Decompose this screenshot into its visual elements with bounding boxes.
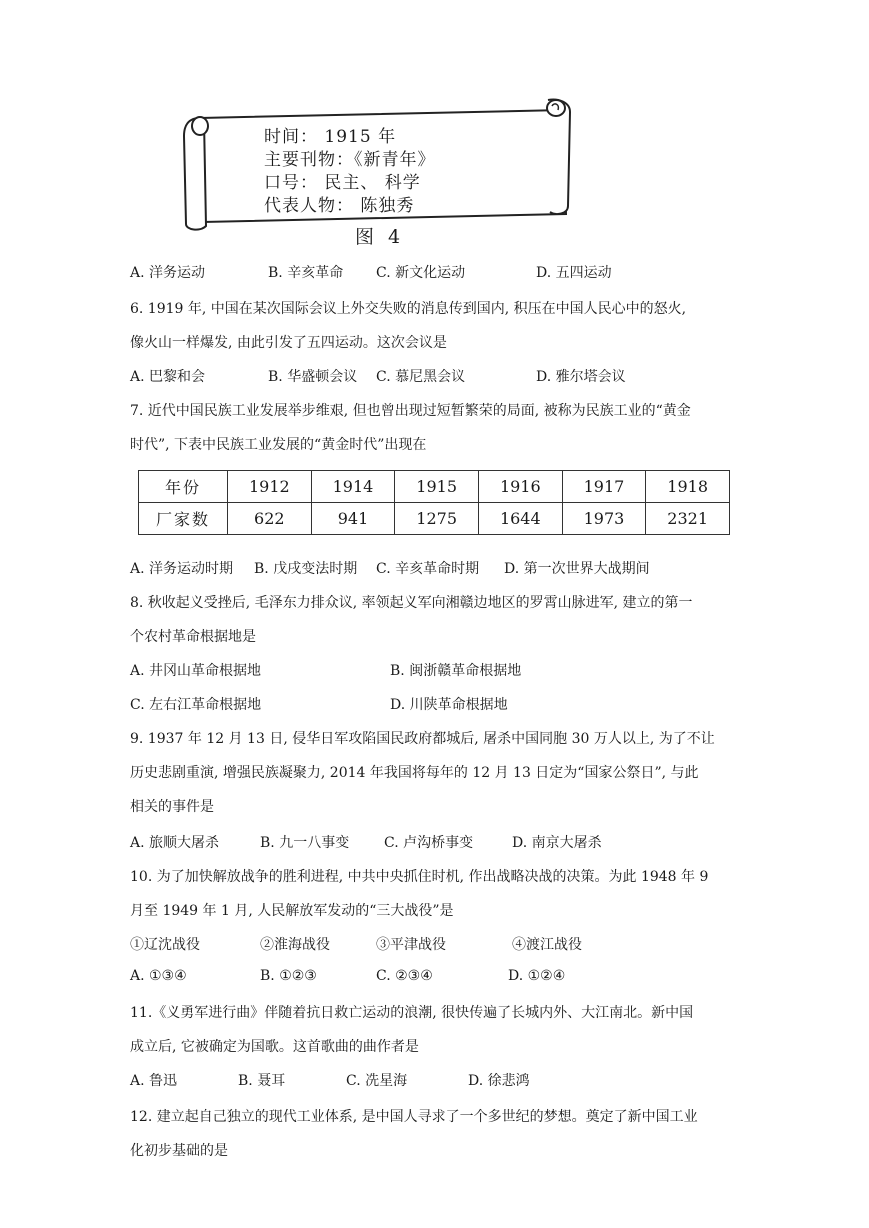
q11-option-b: B. 聂耳 xyxy=(238,1073,286,1089)
table-cell-year: 1918 xyxy=(646,471,730,503)
table-cell-count: 2321 xyxy=(646,503,730,535)
table-cell-count: 941 xyxy=(311,503,395,535)
q10-option-a: A. ①③④ xyxy=(130,968,187,984)
q12-stem-line: 12. 建立起自己独立的现代工业体系, 是中国人寻求了一个多世纪的梦想。奠定了新中国工业 xyxy=(130,1109,698,1125)
q8-option-c: C. 左右江革命根据地 xyxy=(130,697,262,713)
q9-option-d: D. 南京大屠杀 xyxy=(512,835,602,851)
q7-option-a: A. 洋务运动时期 xyxy=(130,561,234,577)
q7-option-b: B. 戊戌变法时期 xyxy=(254,561,358,577)
q8-stem-line: 个农村革命根据地是 xyxy=(130,629,256,645)
q7-stem-line: 时代”, 下表中民族工业发展的“黄金时代”出现在 xyxy=(130,437,427,453)
q8-option-b: B. 闽浙赣革命根据地 xyxy=(390,663,522,679)
q11-option-c: C. 冼星海 xyxy=(346,1073,408,1089)
table-cell-year: 1916 xyxy=(478,471,562,503)
q7-option-c: C. 辛亥革命时期 xyxy=(376,561,480,577)
q12-stem-line: 化初步基础的是 xyxy=(130,1143,228,1159)
q11-option-a: A. 鲁迅 xyxy=(130,1073,178,1089)
table-row xyxy=(139,503,730,535)
q8-option-d: D. 川陕革命根据地 xyxy=(390,697,508,713)
table-cell-count: 1973 xyxy=(562,503,646,535)
factory-table xyxy=(138,470,730,535)
q7-stem-line: 7. 近代中国民族工业发展举步维艰, 但也曾出现过短暂繁荣的局面, 被称为民族工业的“黄金 xyxy=(130,403,691,419)
q11-stem-line: 成立后, 它被确定为国歌。这首歌曲的曲作者是 xyxy=(130,1039,419,1055)
q10-stem-line: 月至 1949 年 1 月, 人民解放军发动的“三大战役”是 xyxy=(130,903,454,919)
q6-stem-line: 6. 1919 年, 中国在某次国际会议上外交失败的消息传到国内, 积压在中国人民心中的怒火, xyxy=(130,301,687,317)
table-cell-year: 1915 xyxy=(395,471,479,503)
q5-option-c: C. 新文化运动 xyxy=(376,265,466,281)
table-cell-year: 1912 xyxy=(228,471,312,503)
q6-option-c: C. 慕尼黑会议 xyxy=(376,369,466,385)
table-cell-count: 1275 xyxy=(395,503,479,535)
q8-option-a: A. 井冈山革命根据地 xyxy=(130,663,262,679)
q10-option-b: B. ①②③ xyxy=(260,968,317,984)
table-cell-year: 1914 xyxy=(311,471,395,503)
q6-option-d: D. 雅尔塔会议 xyxy=(536,369,626,385)
q10-item-2: ②淮海战役 xyxy=(260,937,330,953)
q9-option-c: C. 卢沟桥事变 xyxy=(384,835,474,851)
figure-line: 口号： 民主、 科学 xyxy=(264,173,421,193)
table-cell-count: 622 xyxy=(228,503,312,535)
scroll-text xyxy=(264,126,436,218)
q7-option-d: D. 第一次世界大战期间 xyxy=(504,561,650,577)
q5-option-a: A. 洋务运动 xyxy=(130,265,206,281)
q6-option-b: B. 华盛顿会议 xyxy=(268,369,358,385)
table-cell-year: 1917 xyxy=(562,471,646,503)
q11-option-d: D. 徐悲鸿 xyxy=(468,1073,530,1089)
q9-stem-line: 相关的事件是 xyxy=(130,799,214,815)
q11-stem-line: 11.《义勇军进行曲》伴随着抗日救亡运动的浪潮, 很快传遍了长城内外、大江南北。新中国 xyxy=(130,1005,694,1021)
q10-item-3: ③平津战役 xyxy=(376,937,446,953)
q6-stem-line: 像火山一样爆发, 由此引发了五四运动。这次会议是 xyxy=(130,335,447,351)
q9-option-a: A. 旅顺大屠杀 xyxy=(130,835,220,851)
q5-option-d: D. 五四运动 xyxy=(536,265,612,281)
q10-option-d: D. ①②④ xyxy=(508,968,566,984)
q10-item-1: ①辽沈战役 xyxy=(130,937,200,953)
figure-caption: 图 4 xyxy=(355,226,405,248)
q10-item-4: ④渡江战役 xyxy=(512,937,582,953)
q9-stem-line: 9. 1937 年 12 月 13 日, 侵华日军攻陷国民政府都城后, 屠杀中国同胞 30 万人以上, 为了不让 xyxy=(130,731,715,747)
q8-stem-line: 8. 秋收起义受挫后, 毛泽东力排众议, 率领起义军向湘赣边地区的罗霄山脉进军, 建立的第一 xyxy=(130,595,693,611)
q9-option-b: B. 九一八事变 xyxy=(260,835,350,851)
table-cell-count: 1644 xyxy=(478,503,562,535)
figure-line: 代表人物： 陈独秀 xyxy=(264,196,415,216)
q9-stem-line: 历史悲剧重演, 增强民族凝聚力, 2014 年我国将每年的 12 月 13 日定为“国家公祭日”, 与此 xyxy=(130,765,699,781)
q6-option-a: A. 巴黎和会 xyxy=(130,369,206,385)
figure-line: 主要刊物：《新青年》 xyxy=(264,150,436,170)
q10-stem-line: 10. 为了加快解放战争的胜利进程, 中共中央抓住时机, 作出战略决战的决策。为此 1948 年 9 xyxy=(130,869,709,885)
q5-option-b: B. 辛亥革命 xyxy=(268,265,344,281)
q10-option-c: C. ②③④ xyxy=(376,968,433,984)
table-row xyxy=(139,471,730,503)
table-header-count: 厂家数 xyxy=(139,503,228,535)
table-header-year: 年份 xyxy=(139,471,228,503)
figure-line: 时间： 1915 年 xyxy=(264,127,397,147)
